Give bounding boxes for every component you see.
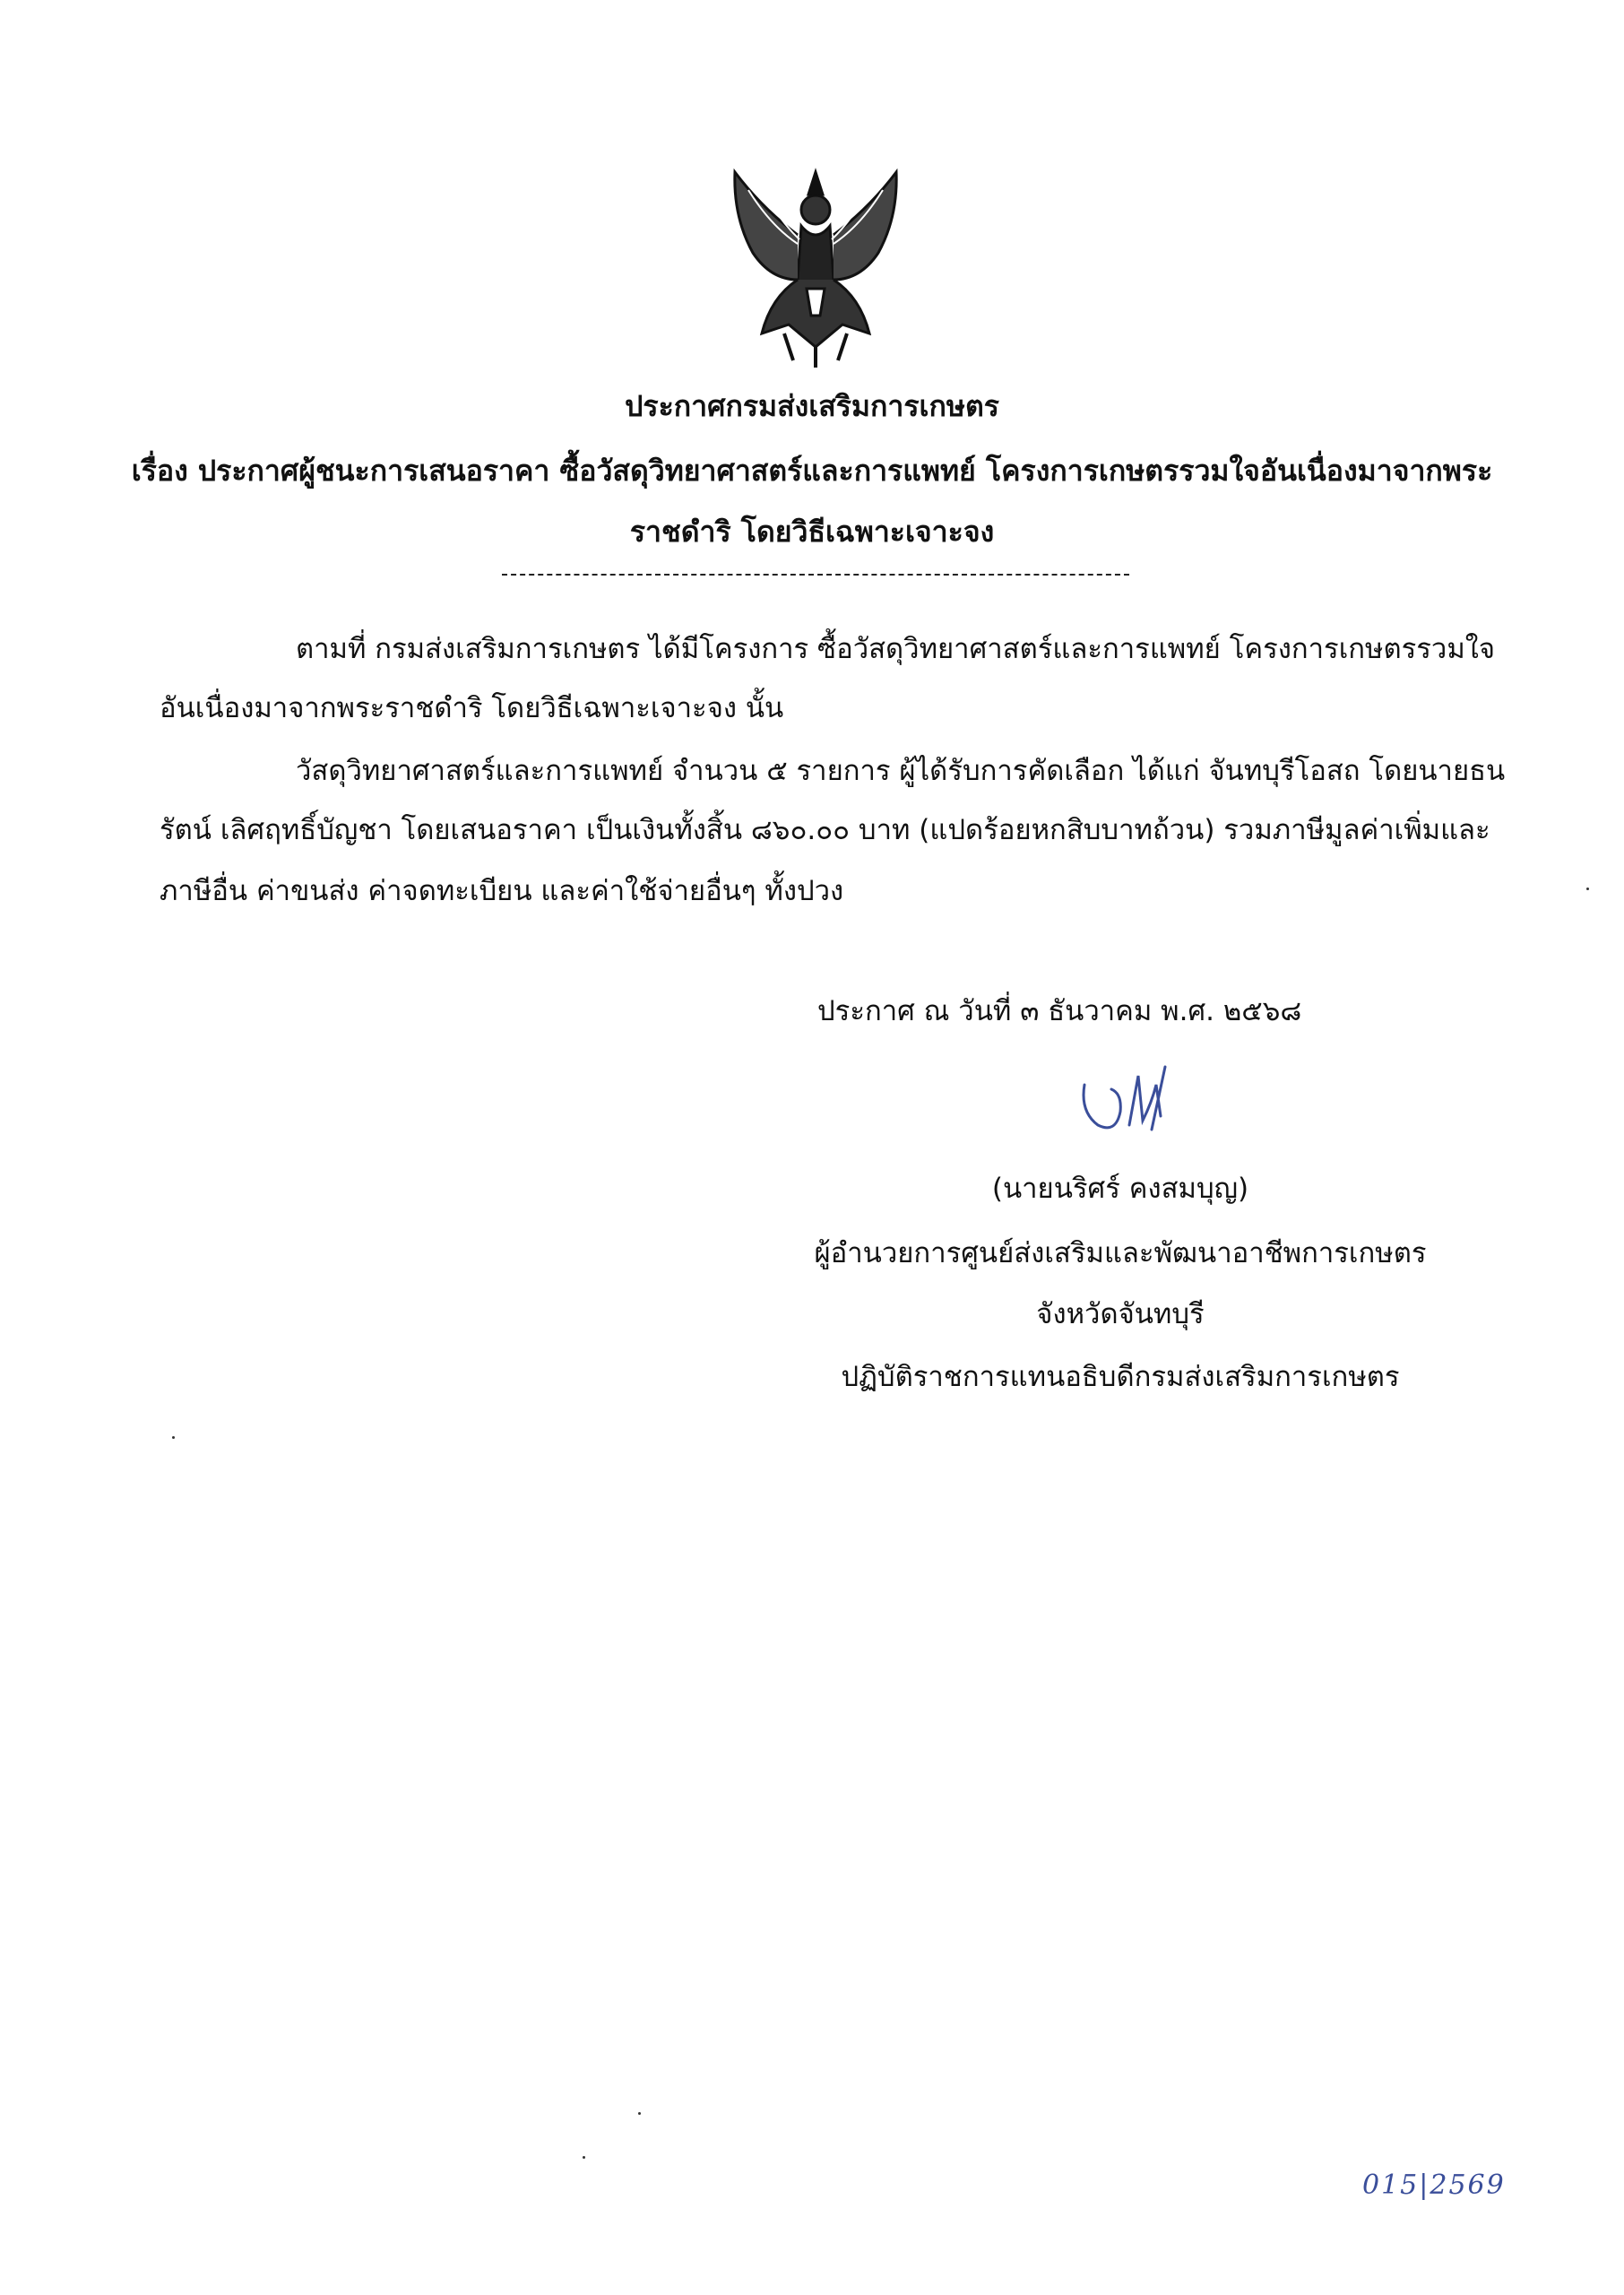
signature-icon (1067, 1049, 1201, 1148)
date-line: ประกาศ ณ วันที่ ๓ ธันวาคม พ.ศ. ๒๕๖๘ (817, 995, 1302, 1027)
handwritten-reference-number: 015|2569 (1362, 2169, 1506, 2201)
scan-speck (172, 1436, 175, 1439)
paragraph-1-line-2: อันเนื่องมาจากพระราชดำริ โดยวิธีเฉพาะเจาะจง นั้น (160, 692, 784, 724)
paragraph-2-line-1: วัสดุวิทยาศาสตร์และการแพทย์ จำนวน ๕ รายการ ผู้ได้รับการคัดเลือก ได้แก่ จันทบุรีโอสถ โดยนายธน (296, 755, 1506, 787)
paragraph-2-line-2: รัตน์ เลิศฤทธิ์บัญชา โดยเสนอราคา เป็นเงินทั้งสิ้น ๘๖๐.๐๐ บาท (แปดร้อยหกสิบบาทถ้วน) รวมภาษีมูลค่าเพิ่มและ (160, 814, 1490, 846)
announcement-title: ประกาศกรมส่งเสริมการเกษตร (625, 389, 999, 423)
scan-speck (638, 2112, 641, 2115)
subject-line-2: ราชดำริ โดยวิธีเฉพาะเจาะจง (629, 515, 995, 549)
signatory-position-1: ผู้อำนวยการศูนย์ส่งเสริมและพัฒนาอาชีพการเกษตร (814, 1237, 1427, 1269)
scan-speck (1586, 888, 1589, 890)
paragraph-2-line-3: ภาษีอื่น ค่าขนส่ง ค่าจดทะเบียน และค่าใช้จ่ายอื่นๆ ทั้งปวง (160, 875, 844, 907)
signatory-position-3: ปฏิบัติราชการแทนอธิบดีกรมส่งเสริมการเกษตร (841, 1361, 1400, 1393)
signatory-position-2: จังหวัดจันทบุรี (1036, 1298, 1205, 1330)
subject-line-1: เรื่อง ประกาศผู้ชนะการเสนอราคา ซื้อวัสดุวิทยาศาสตร์และการแพทย์ โครงการเกษตรรวมใจอันเนื่องมาจากพระ (131, 454, 1493, 488)
garuda-emblem-icon (708, 154, 923, 369)
divider (502, 574, 1129, 576)
signatory-name: (นายนริศร์ คงสมบุญ) (991, 1173, 1249, 1205)
scan-speck (583, 2156, 585, 2159)
paragraph-1-line-1: ตามที่ กรมส่งเสริมการเกษตร ได้มีโครงการ ซื้อวัสดุวิทยาศาสตร์และการแพทย์ โครงการเกษตรรวมใจ (296, 633, 1496, 665)
